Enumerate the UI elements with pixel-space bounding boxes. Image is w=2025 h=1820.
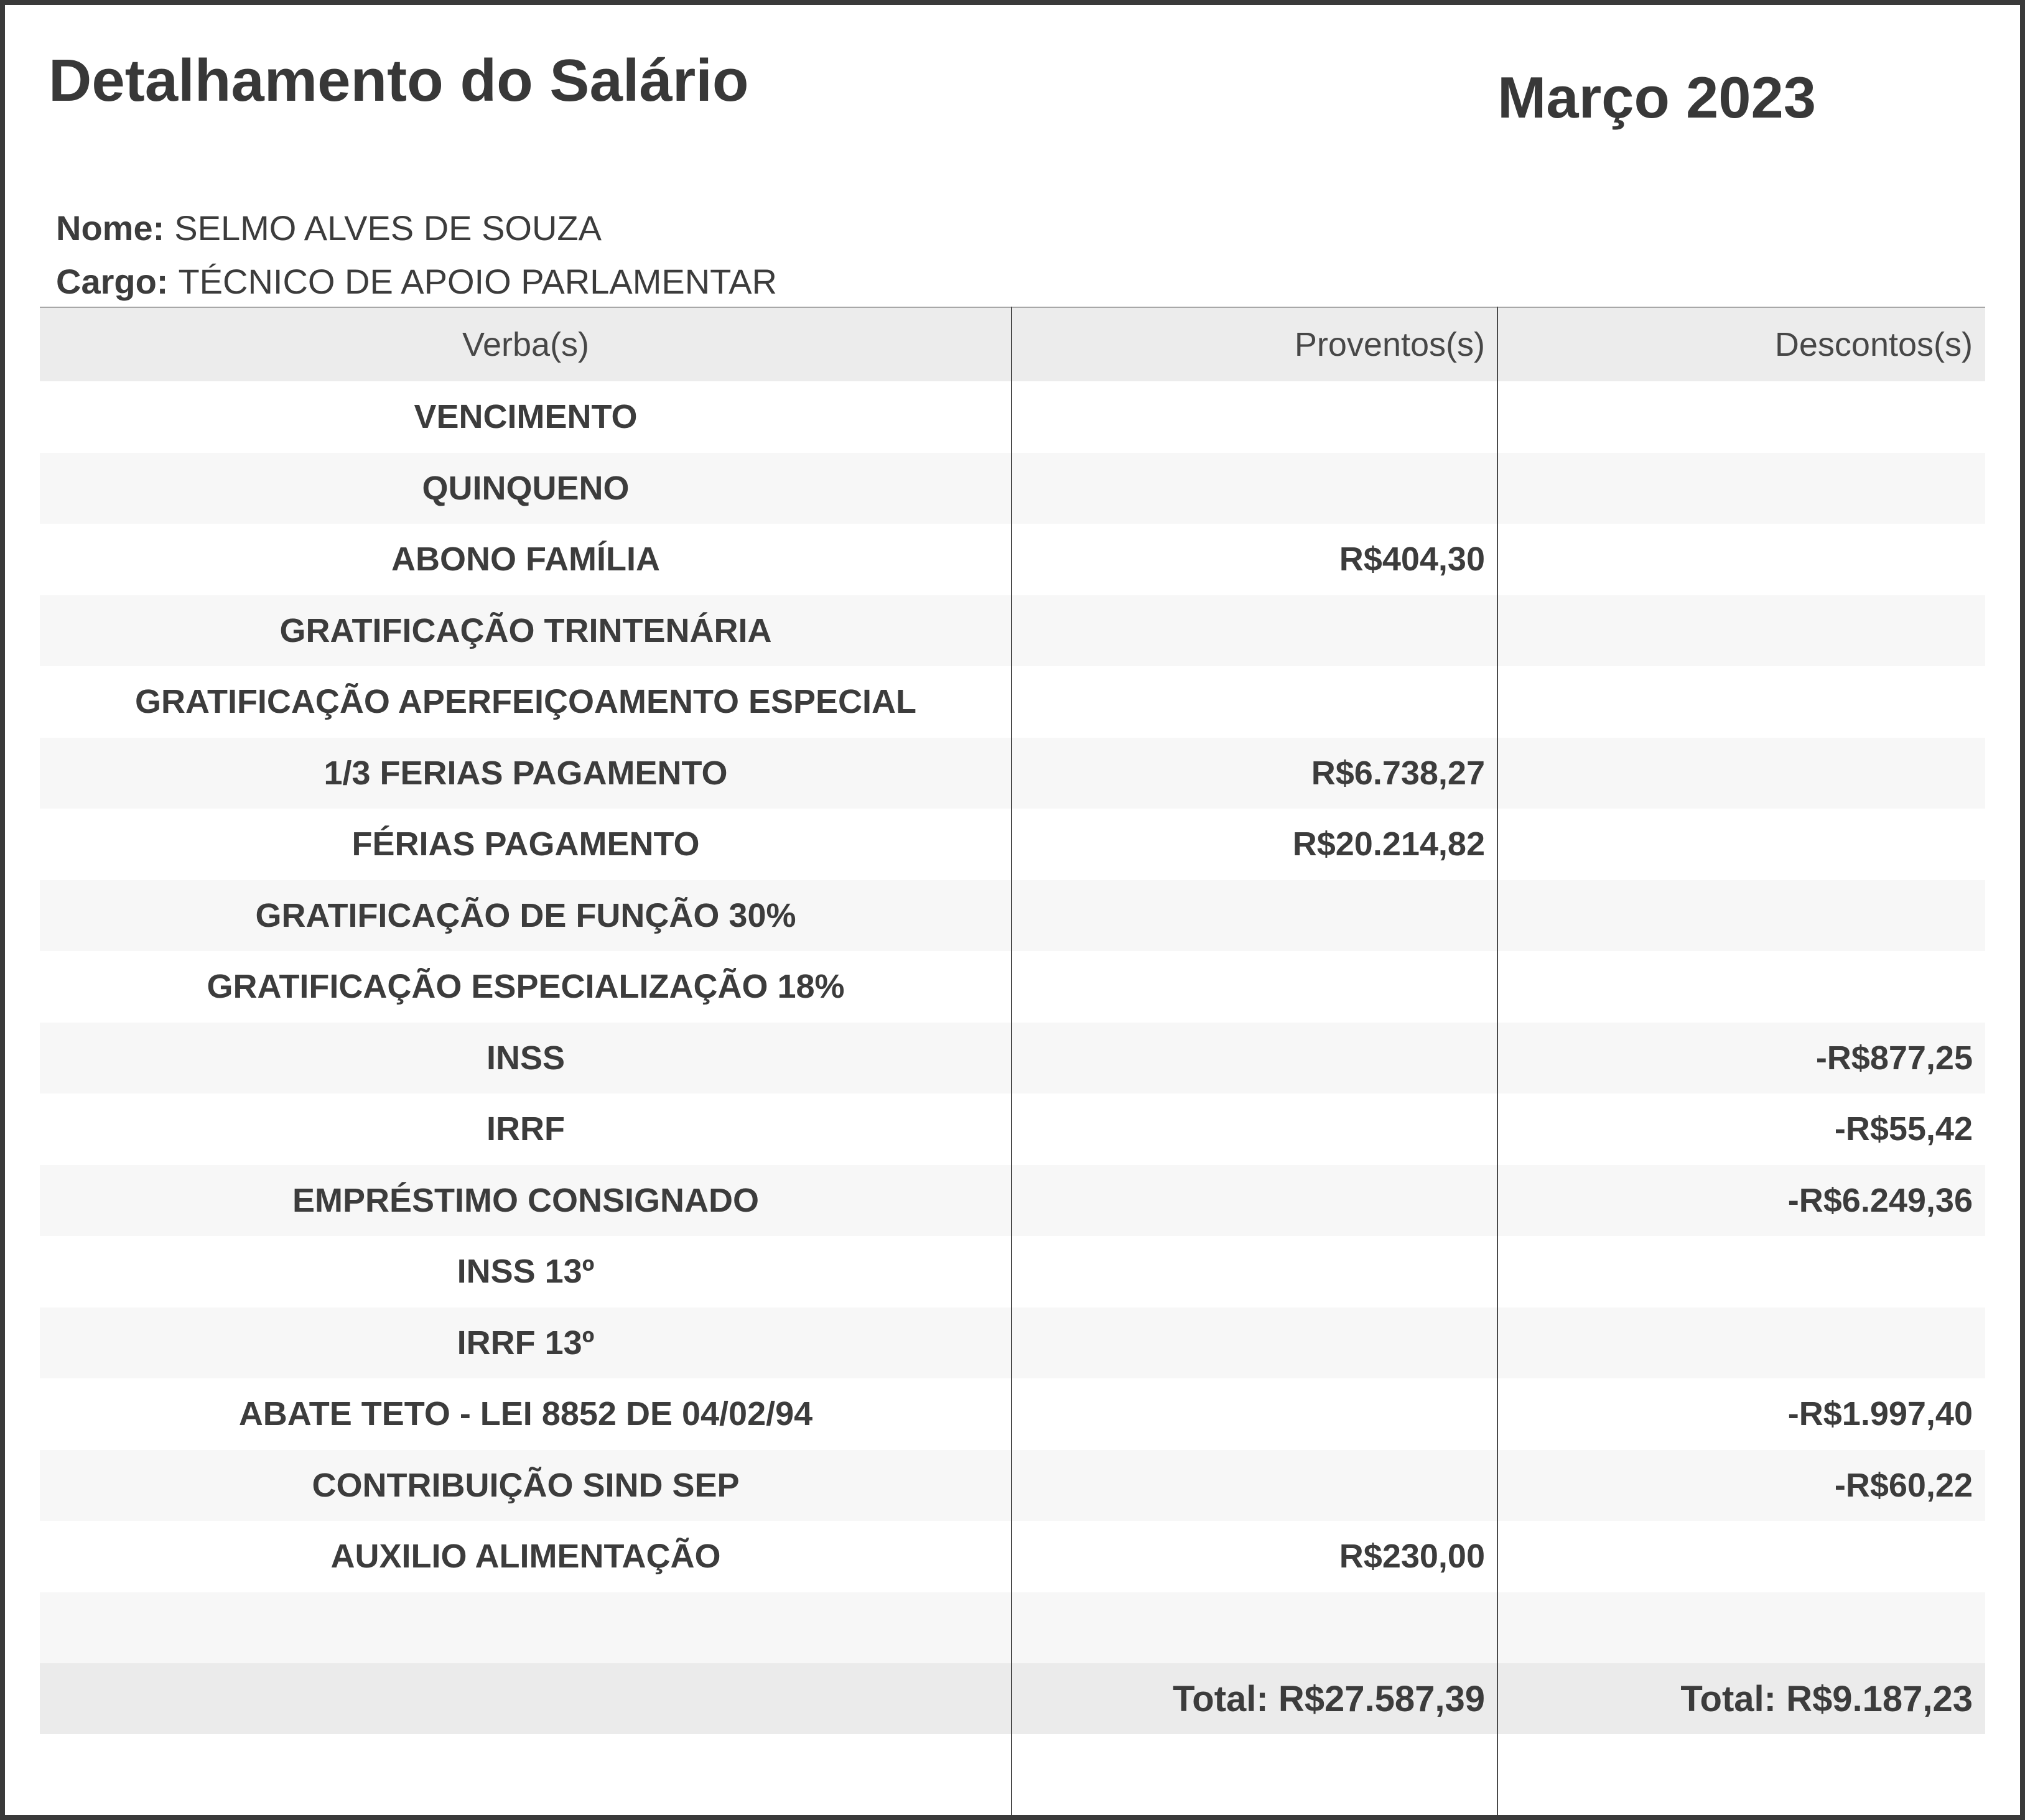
table-row [40, 738, 1985, 809]
table-row [40, 1592, 1985, 1664]
verba-cell: ABATE TETO - LEI 8852 DE 04/02/94 [238, 1395, 813, 1433]
table-row [40, 666, 1985, 738]
verba-cell: 1/3 FERIAS PAGAMENTO [324, 754, 728, 792]
column-divider-2 [1497, 307, 1498, 1815]
verba-cell: GRATIFICAÇÃO APERFEIÇOAMENTO ESPECIAL [134, 683, 917, 721]
verba-cell: GRATIFICAÇÃO DE FUNÇÃO 30% [255, 896, 796, 934]
table-row [40, 453, 1985, 524]
table-row [40, 1307, 1985, 1379]
page-title: Detalhamento do Salário [49, 47, 749, 114]
table-row [40, 1521, 1985, 1592]
table-row [40, 381, 1985, 453]
table-row [40, 595, 1985, 667]
table-row [40, 880, 1985, 952]
verba-cell: FÉRIAS PAGAMENTO [351, 825, 700, 863]
total-proventos: Total: R$27.587,39 [1173, 1678, 1485, 1719]
descontos-cell: -R$6.249,36 [1787, 1181, 1973, 1219]
period-label: Março 2023 [1497, 65, 1817, 130]
table-row [40, 1023, 1985, 1094]
column-header-verba: Verba(s) [462, 326, 590, 363]
table-body [40, 381, 1985, 1663]
verba-cell: INSS [486, 1039, 566, 1077]
descontos-cell: -R$1.997,40 [1787, 1395, 1973, 1433]
table-row [40, 951, 1985, 1023]
column-header-proventos: Proventos(s) [1294, 326, 1485, 363]
descontos-cell: -R$55,42 [1834, 1110, 1973, 1148]
table-row [40, 1450, 1985, 1521]
verba-cell: INSS 13º [457, 1253, 595, 1291]
name-label: Nome: [56, 208, 165, 248]
descontos-cell: -R$60,22 [1834, 1466, 1973, 1504]
employee-meta [56, 202, 777, 309]
verba-cell: GRATIFICAÇÃO ESPECIALIZAÇÃO 18% [207, 968, 845, 1006]
column-divider-1 [1011, 307, 1012, 1815]
table-row [40, 524, 1985, 595]
verba-cell: AUXILIO ALIMENTAÇÃO [330, 1538, 721, 1576]
verba-cell: IRRF [486, 1110, 565, 1148]
total-descontos: Total: R$9.187,23 [1680, 1678, 1973, 1719]
table-row [40, 1378, 1985, 1450]
proventos-cell: R$20.214,82 [1292, 825, 1485, 863]
name-value: SELMO ALVES DE SOUZA [174, 208, 602, 248]
verba-cell: EMPRÉSTIMO CONSIGNADO [292, 1181, 760, 1219]
table-row [40, 809, 1985, 880]
proventos-cell: R$6.738,27 [1311, 754, 1485, 792]
verba-cell: QUINQUENO [422, 469, 630, 507]
role-label: Cargo: [56, 262, 169, 301]
employee-name-line [56, 202, 777, 255]
table-row [40, 1165, 1985, 1237]
proventos-cell: R$404,30 [1339, 541, 1485, 578]
table-row [40, 1093, 1985, 1165]
salary-table [40, 307, 1985, 1815]
totals-row [40, 1663, 1985, 1734]
verba-cell: VENCIMENTO [414, 398, 638, 436]
verba-cell: ABONO FAMÍLIA [391, 541, 660, 578]
descontos-cell: -R$877,25 [1815, 1039, 1973, 1077]
verba-cell: IRRF 13º [457, 1324, 595, 1362]
column-header-descontos: Descontos(s) [1774, 326, 1973, 363]
verba-cell: GRATIFICAÇÃO TRINTENÁRIA [279, 611, 772, 649]
table-header-row [40, 307, 1985, 381]
verba-cell: CONTRIBUIÇÃO SIND SEP [312, 1466, 740, 1504]
employee-role-line [56, 255, 777, 309]
role-value: TÉCNICO DE APOIO PARLAMENTAR [178, 262, 777, 301]
table-row [40, 1236, 1985, 1307]
proventos-cell: R$230,00 [1339, 1538, 1485, 1576]
